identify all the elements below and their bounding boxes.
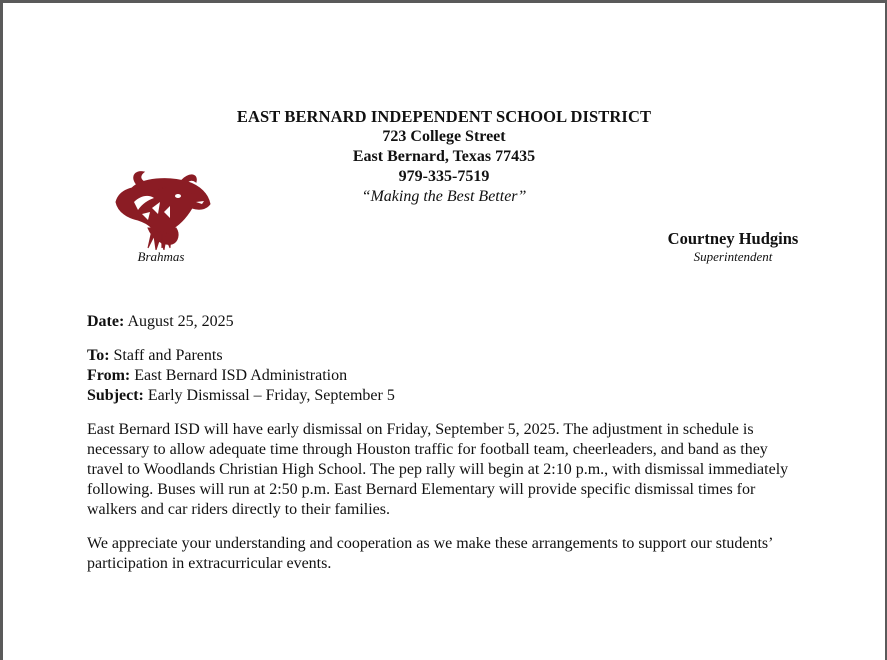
district-street: 723 College Street bbox=[382, 128, 506, 145]
memo-subject-value: Early Dismissal – Friday, September 5 bbox=[147, 387, 395, 404]
letter-page bbox=[3, 3, 885, 660]
district-city: East Bernard, Texas 77435 bbox=[352, 148, 536, 165]
memo-to-label: To: bbox=[87, 347, 110, 364]
memo-to-value: Staff and Parents bbox=[113, 347, 223, 364]
memo-date-value: August 25, 2025 bbox=[127, 313, 234, 330]
memo-date-label: Date: bbox=[87, 313, 125, 330]
superintendent-name: Courtney Hudgins bbox=[667, 229, 799, 248]
body-paragraph-2: We appreciate your understanding and cooperation as we make these arrangements to support our students’ participation in extracurricular events. bbox=[87, 535, 773, 572]
memo-from-line bbox=[87, 366, 395, 386]
body-paragraph-1: East Bernard ISD will have early dismissal on Friday, September 5, 2025. The adjustment in schedule is necessary to allow adequate time through Houston traffic for football team, cheerleaders, and band as they travel to Woodlands Christian High School. The pep rally will begin at 2:10 p.m., with dismissal immediately following. Buses will run at 2:50 p.m. East Bernard Elementary will provide specific dismissal times for walkers and car riders directly to their families. bbox=[87, 421, 789, 518]
district-phone: 979-335-7519 bbox=[398, 168, 490, 185]
district-motto: “Making the Best Better” bbox=[361, 188, 527, 205]
memo-header bbox=[87, 346, 395, 406]
mascot-label: Brahmas bbox=[137, 249, 185, 264]
memo-from-value: East Bernard ISD Administration bbox=[134, 367, 348, 384]
district-name: EAST BERNARD INDEPENDENT SCHOOL DISTRICT bbox=[236, 107, 652, 126]
memo-from-label: From: bbox=[87, 367, 131, 384]
memo-subject-label: Subject: bbox=[87, 387, 144, 404]
memo-to-line bbox=[87, 346, 395, 366]
signatory-block bbox=[643, 229, 823, 265]
memo-subject-line bbox=[87, 386, 395, 406]
brahma-bull-icon bbox=[108, 168, 212, 250]
superintendent-title: Superintendent bbox=[693, 249, 773, 264]
memo-date-line bbox=[87, 312, 234, 332]
